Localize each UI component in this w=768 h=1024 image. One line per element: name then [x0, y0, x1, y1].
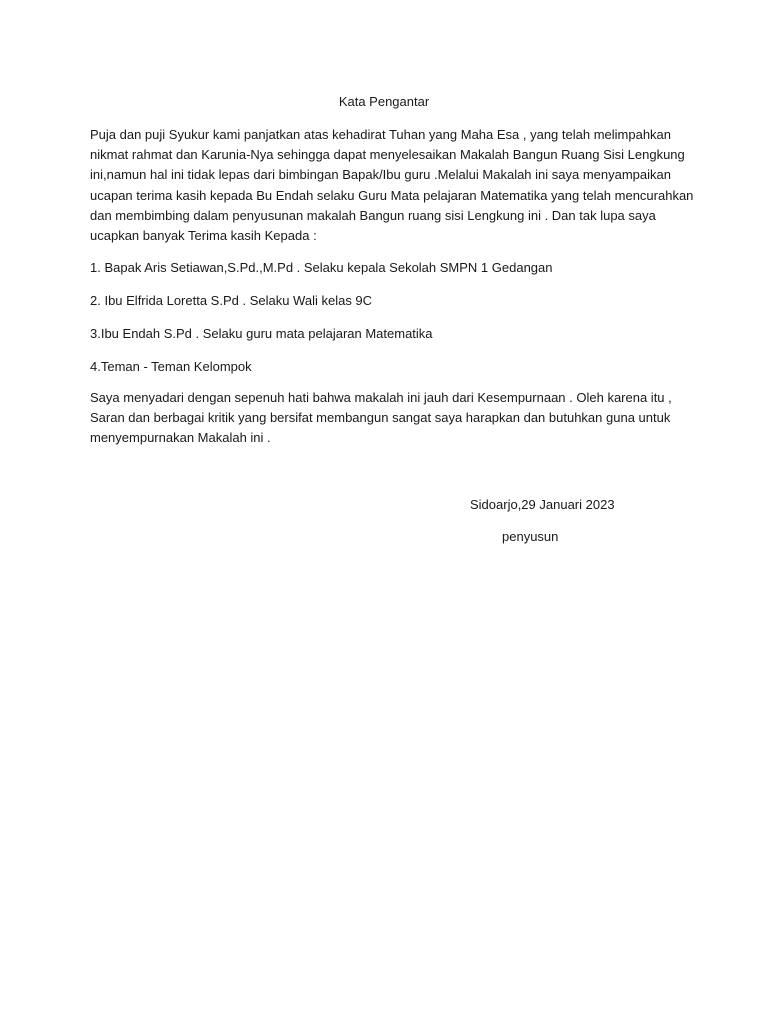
- closing-line: Saya menyadari dengan sepenuh hati bahwa makalah ini jauh dari Kesempurnaan . Oleh karena itu ,: [90, 390, 672, 405]
- closing-line: menyempurnakan Makalah ini .: [90, 430, 271, 446]
- intro-line: nikmat rahmat dan Karunia-Nya sehingga dapat menyelesaikan Makalah Bangun Ruang Sisi Lengkung: [90, 147, 685, 163]
- intro-paragraph: [90, 125, 694, 246]
- intro-line: ini,namun hal ini tidak lepas dari bimbingan Bapak/Ibu guru .Melalui Makalah ini saya menyampaikan: [90, 167, 671, 183]
- list-item: 2. Ibu Elfrida Loretta S.Pd . Selaku Wali kelas 9C: [90, 293, 373, 308]
- list-item: 3.Ibu Endah S.Pd . Selaku guru mata pelajaran Matematika: [90, 326, 433, 341]
- closing-paragraph: [90, 388, 690, 449]
- intro-line: dan membimbing dalam penyusunan makalah Bangun ruang sisi Lengkung ini . Dan tak lupa saya: [90, 207, 656, 223]
- closing-line: Saran dan berbagai kritik yang bersifat membangun sangat saya harapkan dan butuhkan guna untuk: [90, 410, 671, 426]
- intro-line: ucapkan banyak Terima kasih Kepada :: [90, 228, 317, 244]
- intro-line: ucapan terima kasih kepada Bu Endah selaku Guru Mata pelajaran Matematika yang telah mencurahkan: [90, 187, 694, 203]
- document-title: Kata Pengantar: [338, 94, 430, 109]
- author-label: penyusun: [502, 529, 559, 544]
- intro-line: Puja dan puji Syukur kami panjatkan atas kehadirat Tuhan yang Maha Esa , yang telah melimpahkan: [90, 127, 672, 142]
- place-date: Sidoarjo,29 Januari 2023: [470, 497, 615, 512]
- list-item: 1. Bapak Aris Setiawan,S.Pd.,M.Pd . Selaku kepala Sekolah SMPN 1 Gedangan: [90, 260, 553, 275]
- list-item: 4.Teman - Teman Kelompok: [90, 359, 252, 374]
